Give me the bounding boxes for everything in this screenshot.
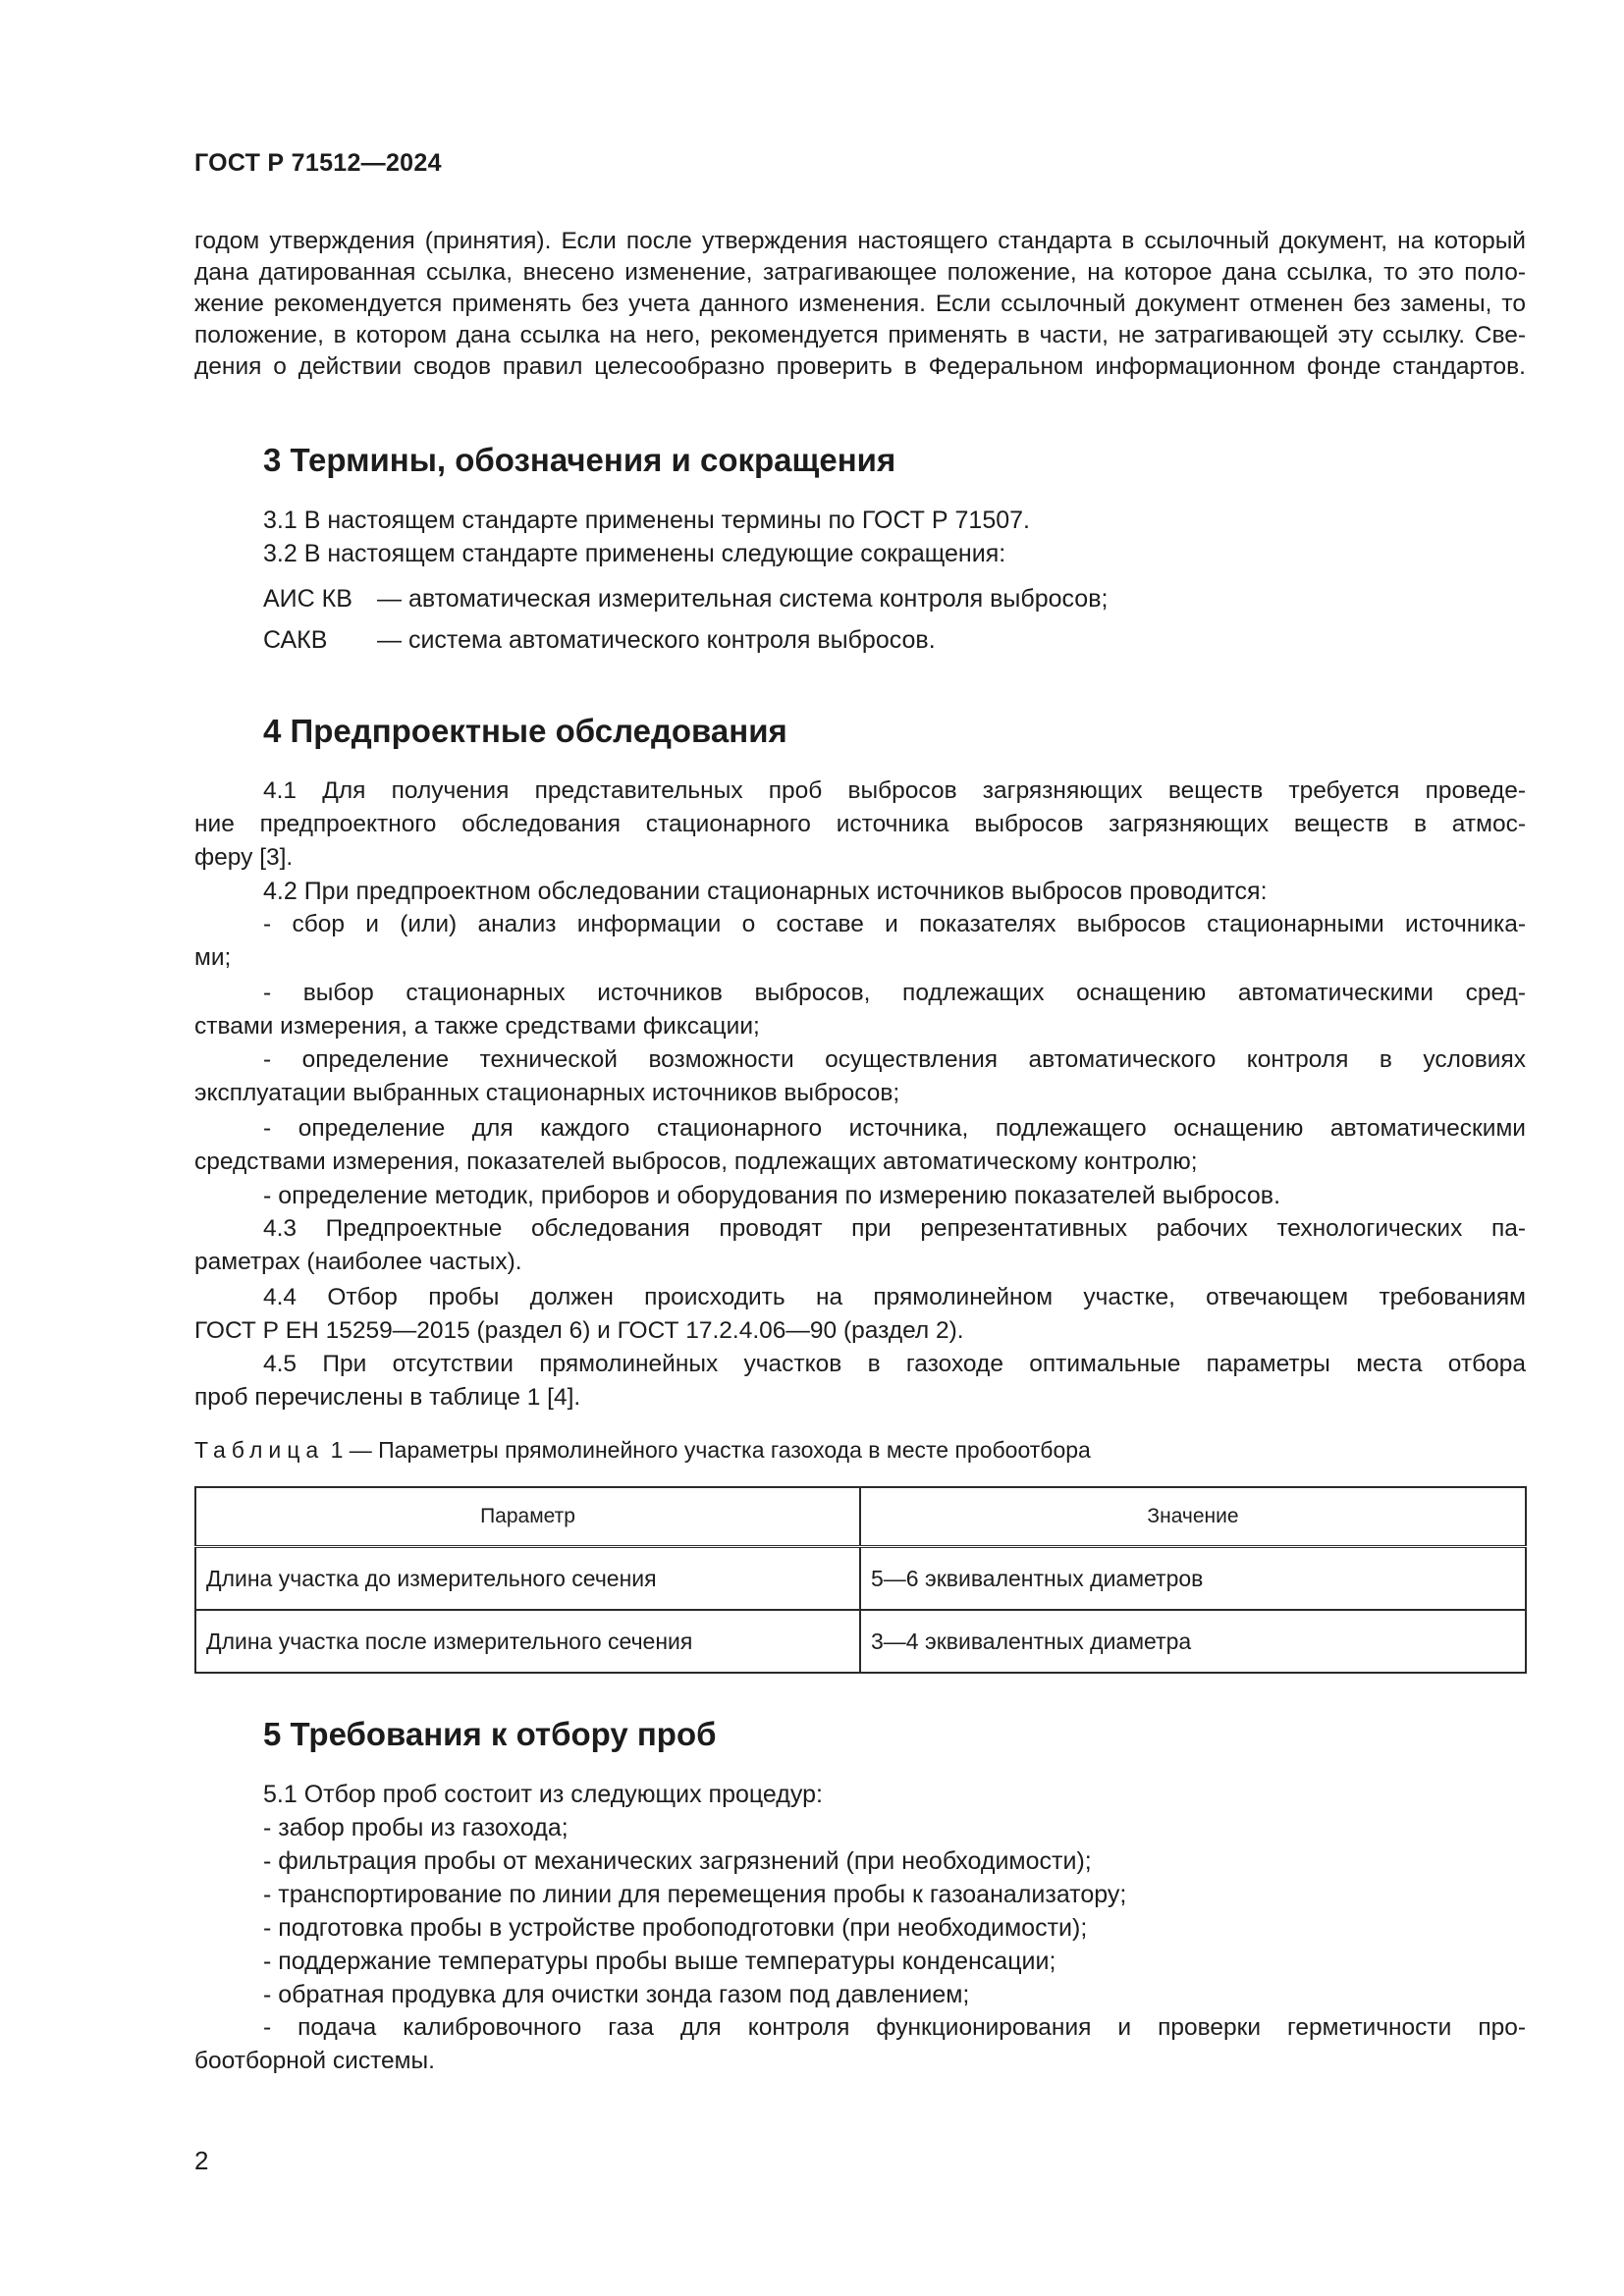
bullet-4-2-5: - определение методик, приборов и оборудования по измерению показателей выбросов.	[263, 1182, 1281, 1209]
table-cell: 3—4 эквивалентных диаметра	[860, 1610, 1526, 1673]
table-header-row	[195, 1487, 1526, 1547]
intro-line-5: дения о действии сводов правил целесообразно проверить в Федеральном информационном фонде стандартов.	[194, 353, 1526, 380]
bullet-4-2-2-line-1: - выбор стационарных источников выбросов, подлежащих оснащению автоматическими сред-	[263, 980, 1526, 1006]
procedure-item-last-line-1: - подача калибровочного газа для контроля функционирования и проверки герметичности про-	[263, 2014, 1526, 2041]
clause-3-2: 3.2 В настоящем стандарте применены следующие сокращения:	[263, 540, 1006, 567]
section-5-title: 5 Требования к отбору проб	[263, 1716, 717, 1752]
clause-5-1: 5.1 Отбор проб состоит из следующих процедур:	[263, 1781, 823, 1808]
abbreviation-term: АИС КВ	[263, 585, 352, 613]
intro-line-3: жение рекомендуется применять без учета данного изменения. Если ссылочный документ отменен без замены, то	[194, 291, 1526, 317]
intro-line-2: дана датированная ссылка, внесено изменение, затрагивающее положение, на которое дана ссылка, то это поло-	[194, 259, 1526, 286]
bullet-4-2-4-line-1: - определение для каждого стационарного источника, подлежащего оснащению автоматическими	[263, 1115, 1526, 1142]
bullet-4-2-3-line-2: эксплуатации выбранных стационарных источников выбросов;	[194, 1080, 900, 1106]
clause-3-1: 3.1 В настоящем стандарте применены термины по ГОСТ Р 71507.	[263, 507, 1030, 534]
clause-4-1-line-2: ние предпроектного обследования стационарного источника выбросов загрязняющих веществ в атмос-	[194, 811, 1526, 837]
bullet-4-2-2-line-2: ствами измерения, а также средствами фиксации;	[194, 1013, 760, 1040]
page-number: 2	[194, 2146, 209, 2175]
procedure-item: - подготовка пробы в устройстве пробоподготовки (при необходимости);	[263, 1914, 1088, 1942]
section-4-title: 4 Предпроектные обследования	[263, 713, 787, 749]
table-row	[195, 1610, 1526, 1673]
intro-line-1: годом утверждения (принятия). Если после утверждения настоящего стандарта в ссылочный документ, на который	[194, 228, 1526, 254]
table-row	[195, 1547, 1526, 1611]
clause-4-3-line-2: раметрах (наиболее частых).	[194, 1249, 522, 1275]
procedure-item: - поддержание температуры пробы выше температуры конденсации;	[263, 1948, 1056, 1975]
clause-4-1-line-3: феру [3].	[194, 844, 294, 871]
abbreviation-definition: — система автоматического контроля выбросов.	[377, 626, 936, 654]
clause-4-5-line-2: проб перечислены в таблице 1 [4].	[194, 1384, 581, 1411]
bullet-4-2-4-line-2: средствами измерения, показателей выбросов, подлежащих автоматическому контролю;	[194, 1148, 1198, 1175]
document-header: ГОСТ Р 71512—2024	[194, 149, 442, 177]
table-cell: Длина участка до измерительного сечения	[195, 1547, 860, 1611]
abbreviation-definition: — автоматическая измерительная система контроля выбросов;	[377, 585, 1109, 613]
procedure-item: - транспортирование по линии для перемещения пробы к газоанализатору;	[263, 1881, 1127, 1908]
abbreviation-row	[263, 624, 936, 656]
clause-4-4-line-2: ГОСТ Р ЕН 15259—2015 (раздел 6) и ГОСТ 17.2.4.06—90 (раздел 2).	[194, 1317, 964, 1344]
parameters-table	[194, 1486, 1527, 1674]
table-caption-text: 1 — Параметры прямолинейного участка газохода в месте пробоотбора	[324, 1437, 1091, 1463]
procedure-item: - фильтрация пробы от механических загрязнений (при необходимости);	[263, 1847, 1092, 1875]
clause-4-1-line-1: 4.1 Для получения представительных проб выбросов загрязняющих веществ требуется проведе-	[263, 777, 1526, 804]
procedure-item-last-line-2: боотборной системы.	[194, 2048, 435, 2074]
abbreviation-row	[263, 583, 1108, 614]
bullet-4-2-1-line-2: ми;	[194, 944, 232, 971]
section-3-title: 3 Термины, обозначения и сокращения	[263, 442, 896, 478]
bullet-4-2-3-line-1: - определение технической возможности осуществления автоматического контроля в условиях	[263, 1046, 1526, 1073]
intro-line-4: положение, в котором дана ссылка на него, рекомендуется применять в части, не затрагивающей эту ссылку. Све-	[194, 322, 1526, 348]
table-caption-label: Таблица	[194, 1437, 325, 1463]
column-header-parameter: Параметр	[195, 1487, 860, 1547]
clause-4-4-line-1: 4.4 Отбор пробы должен происходить на прямолинейном участке, отвечающем требованиям	[263, 1284, 1526, 1310]
clause-4-5-line-1: 4.5 При отсутствии прямолинейных участков в газоходе оптимальные параметры места отбора	[263, 1351, 1526, 1377]
table-caption	[194, 1435, 1091, 1465]
abbreviation-term: САКВ	[263, 626, 328, 654]
procedure-item: - забор пробы из газохода;	[263, 1814, 568, 1842]
clause-4-2: 4.2 При предпроектном обследовании стационарных источников выбросов проводится:	[263, 878, 1268, 905]
clause-4-3-line-1: 4.3 Предпроектные обследования проводят при репрезентативных рабочих технологических па-	[263, 1215, 1526, 1242]
column-header-value: Значение	[860, 1487, 1526, 1547]
table-cell: Длина участка после измерительного сечения	[195, 1610, 860, 1673]
bullet-4-2-1-line-1: - сбор и (или) анализ информации о составе и показателях выбросов стационарными источника-	[263, 911, 1526, 937]
procedure-item: - обратная продувка для очистки зонда газом под давлением;	[263, 1981, 970, 2008]
table-cell: 5—6 эквивалентных диаметров	[860, 1547, 1526, 1611]
